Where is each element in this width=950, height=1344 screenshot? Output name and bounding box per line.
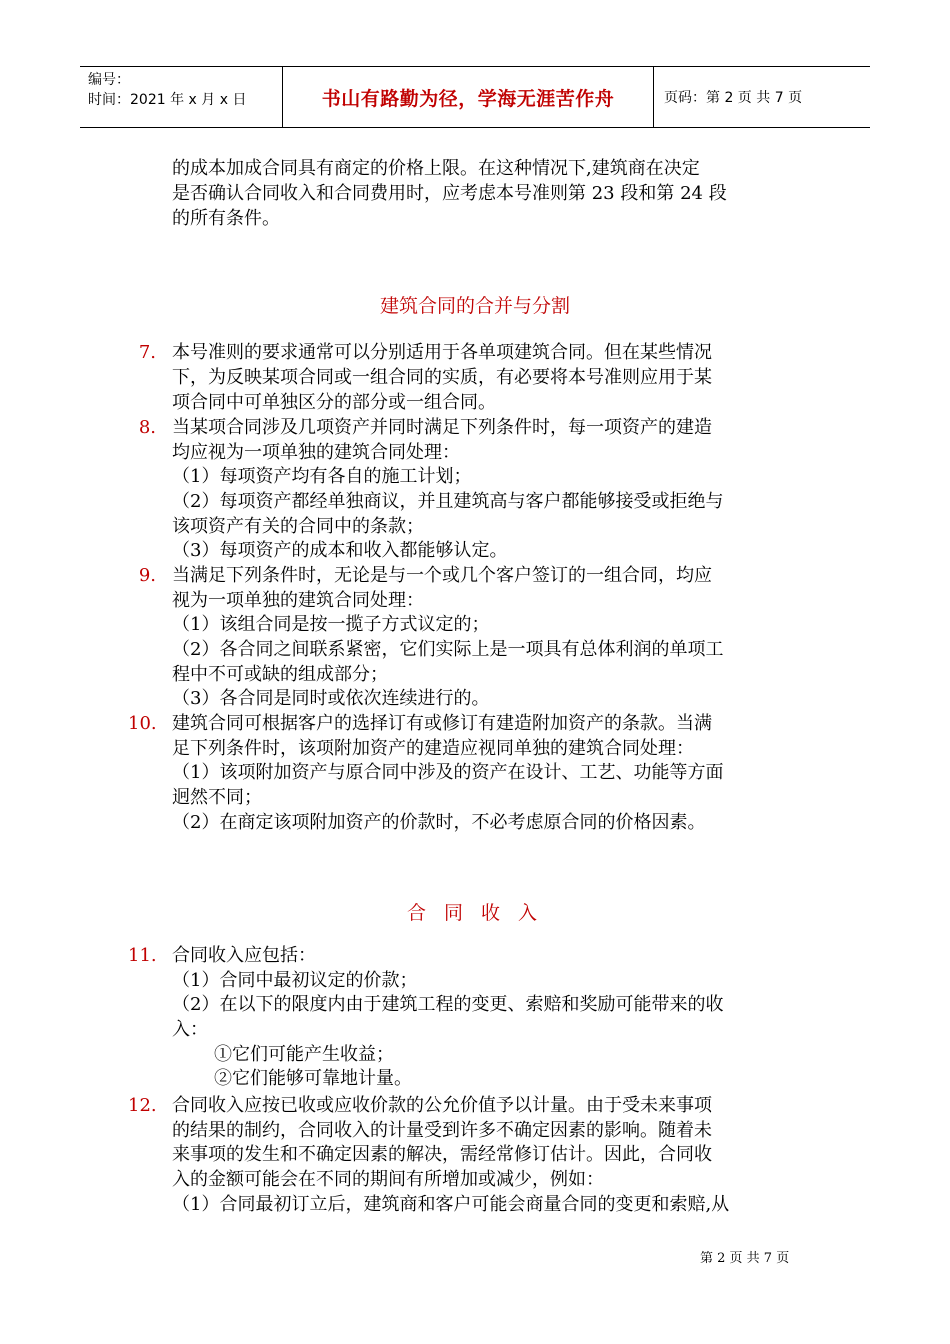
paragraph-line: 入的金额可能会在不同的期间有所增加或减少，例如： (172, 1169, 604, 1190)
paragraph-line: 合同收入应包括： (172, 945, 316, 966)
paragraph-line: 合同收入应按已收或应收价款的公允价值予以计量。由于受未来事项 (172, 1095, 712, 1116)
header-meta (80, 67, 282, 127)
section-title-merge-split: 建筑合同的合并与分割 (379, 295, 570, 317)
page-header (80, 66, 870, 128)
paragraph-line: （1）该组合同是按一揽子方式议定的； (172, 614, 490, 635)
paragraph-line: 来事项的发生和不确定因素的解决，需经常修订估计。因此，合同收 (172, 1144, 712, 1165)
intro-line: 的成本加成合同具有商定的价格上限。在这种情况下,建筑商在决定 (172, 158, 700, 179)
paragraph-line: 均应视为一项单独的建筑合同处理： (172, 442, 460, 463)
paragraph-line: 下，为反映某项合同或一组合同的实质，有必要将本号准则应用于某 (172, 367, 712, 388)
paragraph-line: 迥然不同； (172, 787, 262, 808)
document-date-label: 时间：2021 年 x 月 x 日 (88, 92, 247, 108)
paragraph-line: 视为一项单独的建筑合同处理： (172, 590, 424, 611)
paragraph-line: 当满足下列条件时，无论是与一个或几个客户签订的一组合同，均应 (172, 565, 712, 586)
paragraph-number: 7. (138, 342, 156, 363)
document-number-label: 编号： (88, 72, 130, 88)
paragraph-number: 10. (128, 713, 157, 734)
header-page-indicator: 页码：第 2 页 共 7 页 (664, 90, 803, 106)
paragraph-line: 该项资产有关的合同中的条款； (172, 516, 424, 537)
paragraph-number: 8. (138, 417, 156, 438)
paragraph-line: 建筑合同可根据客户的选择订有或修订有建造附加资产的条款。当满 (172, 713, 712, 734)
paragraph-line: 入： (172, 1019, 208, 1040)
paragraph-line: 程中不可或缺的组成部分； (172, 664, 388, 685)
paragraph-number: 12. (128, 1095, 157, 1116)
section-title-contract-revenue: 合 同 收 入 (406, 902, 544, 924)
paragraph-line: 本号准则的要求通常可以分别适用于各单项建筑合同。但在某些情况 (172, 342, 712, 363)
paragraph-line: （1）合同中最初议定的价款； (172, 970, 418, 991)
page-footer: 第 2 页 共 7 页 (700, 1251, 790, 1266)
header-motto: 书山有路勤为径，学海无涯苦作舟 (282, 67, 654, 127)
paragraph-line: （2）在商定该项附加资产的价款时，不必考虑原合同的价格因素。 (172, 812, 706, 833)
paragraph-line: （1）合同最初订立后，建筑商和客户可能会商量合同的变更和索赔,从 (172, 1194, 730, 1215)
paragraph-line: 项合同中可单独区分的部分或一组合同。 (172, 392, 496, 413)
intro-line: 的所有条件。 (172, 208, 280, 229)
paragraph-line: （1）每项资产均有各自的施工计划； (172, 466, 472, 487)
paragraph-line: ②它们能够可靠地计量。 (214, 1068, 412, 1089)
intro-line: 是否确认合同收入和合同费用时，应考虑本号准则第 23 段和第 24 段 (172, 183, 727, 204)
paragraph-line: 足下列条件时，该项附加资产的建造应视同单独的建筑合同处理： (172, 738, 694, 759)
paragraph-line: （2）在以下的限度内由于建筑工程的变更、索赔和奖励可能带来的收 (172, 994, 724, 1015)
paragraph-line: （3）各合同是同时或依次连续进行的。 (172, 688, 490, 709)
paragraph-line: （1）该项附加资产与原合同中涉及的资产在设计、工艺、功能等方面 (172, 762, 724, 783)
paragraph-line: 当某项合同涉及几项资产并同时满足下列条件时，每一项资产的建造 (172, 417, 712, 438)
paragraph-line: （2）每项资产都经单独商议，并且建筑高与客户都能够接受或拒绝与 (172, 491, 724, 512)
paragraph-line: 的结果的制约，合同收入的计量受到许多不确定因素的影响。随着未 (172, 1120, 712, 1141)
paragraph-line: （2）各合同之间联系紧密，它们实际上是一项具有总体利润的单项工 (172, 639, 724, 660)
paragraph-line: （3）每项资产的成本和收入都能够认定。 (172, 540, 508, 561)
paragraph-number: 11. (128, 945, 157, 966)
paragraph-number: 9. (138, 565, 156, 586)
paragraph-line: ①它们可能产生收益； (214, 1044, 394, 1065)
